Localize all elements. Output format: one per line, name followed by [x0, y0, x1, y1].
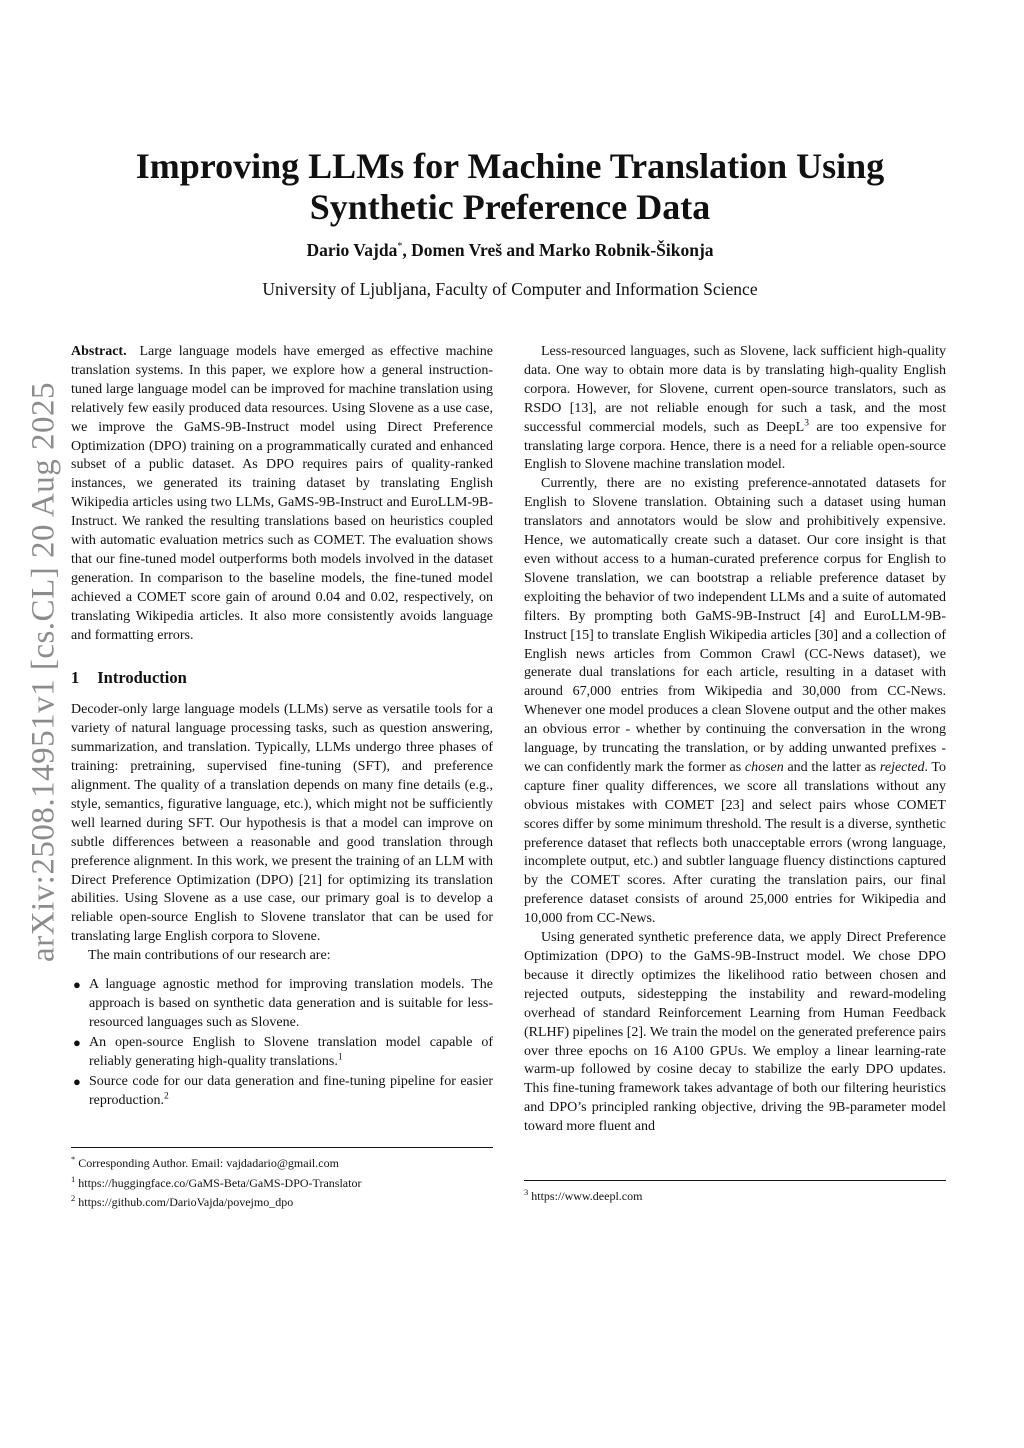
- chosen-term: chosen: [744, 759, 784, 775]
- footnote: [71, 1191, 493, 1211]
- footnotes-left: [71, 1147, 493, 1211]
- footnote-ref[interactable]: 3: [804, 417, 809, 428]
- footnote: [71, 1152, 493, 1172]
- title-line-2: Synthetic Preference Data: [309, 187, 711, 227]
- section-title: Introduction: [97, 667, 187, 687]
- paragraph-text: and the latter as: [783, 759, 880, 775]
- abstract: [71, 343, 493, 646]
- arxiv-identifier: arXiv:2508.14951v1 [cs.CL] 20 Aug 2025: [25, 382, 62, 962]
- footnote-mark: 2: [71, 1193, 76, 1203]
- contributions-list: [71, 976, 493, 1110]
- footnote-link[interactable]: https://github.com/DarioVajda/povejmo_dpo: [78, 1195, 294, 1209]
- footnote-mark: 3: [524, 1187, 529, 1197]
- abstract-text: Large language models have emerged as effective machine translation systems. In this paper, we explore how a general instruction-tuned large language model can be improved for machine translation using relatively few easily produced data resources. Using Slovene as a use case, we improve the GaMS-9B-Instruct model using Direct Preference Optimization (DPO) training on a programmatically curated and enhanced subset of a public dataset. As DPO requires pairs of quality-ranked instances, we generated its training dataset by translating English Wikipedia articles using two LLMs, GaMS-9B-Instruct and EuroLLM-9B-Instruct. We ranked the resulting translations based on heuristics coupled with automatic evaluation metrics such as COMET. The evaluation shows that our fine-tuned model outperforms both models involved in the dataset generation. In comparison to the baseline models, the fine-tuned model achieved a COMET score gain of around 0.04 and 0.02, respectively, on translating Wikipedia articles. It also more consistently avoids language and formatting errors.: [71, 344, 493, 643]
- footnote: [524, 1185, 946, 1205]
- author-1: Dario Vajda: [306, 240, 398, 260]
- intro-paragraph-1: Decoder-only large language models (LLMs) serve as versatile tools for a variety of natural language processing tasks, such as question answering, summarization, and translation. Typically, LLMs undergo three phases of training: pretraining, supervised fine-tuning (SFT), and preference alignment. The quality of a translation depends on many fine details (e.g., style, semantics, figurative language, etc.), which might not be sufficiently well learned during SFT. Our hypothesis is that a model can improve on subtle differences between a reasonable and good translation through preference alignment. In this work, we present the training of an LLM with Direct Preference Optimization (DPO) [21] for optimizing its translation abilities. Using Slovene as a use case, our primary goal is to develop a reliable open-source English to Slovene translator that can be used for translating large English corpora to Slovene.: [71, 702, 493, 945]
- rejected-term: rejected: [879, 759, 925, 775]
- paragraph-text: . To capture finer quality differences, we score all translations without any obvious mistakes with COMET [23] and select pairs whose COMET scores differ by some minimum threshold. The result is a diverse, synthetic preference dataset that reflects both unacceptable errors (wrong language, incomplete output, etc.) and subtler language fluency distinctions captured by the COMET scores. After curating the translation pairs, our final preference dataset consists of around 25,000 entries for Wikipedia and 10,000 from CC-News.: [524, 759, 946, 927]
- right-paragraph-2: [524, 475, 946, 929]
- footnote-mark: 1: [71, 1173, 76, 1184]
- left-column: [71, 343, 493, 1111]
- other-authors: , Domen Vreš and Marko Robnik-Šikonja: [402, 240, 714, 260]
- list-item: [71, 976, 493, 1033]
- footnote-link[interactable]: https://www.deepl.com: [531, 1189, 643, 1203]
- paper-title: [100, 146, 920, 228]
- bullet-icon: ●: [73, 1073, 81, 1089]
- right-column: [524, 343, 946, 1137]
- paragraph-text: are too expensive for translating large corpora. Hence, there is a need for a reliable open-source English to Slovene machine translation model.: [524, 419, 946, 473]
- paragraph-text: Currently, there are no existing preference-annotated datasets for English to Slovene translation. Obtaining such a dataset using human translators and annotators would be slow and prohibitively expensive. Hence, we automatically create such a dataset. Our core insight is that even without access to a human-curated preference corpus for English to Slovene translation, we can bootstrap a reliable preference dataset by exploiting the behavior of two independent LLMs and a suite of automated filters. By prompting both GaMS-9B-Instruct [4] and EuroLLM-9B-Instruct [15] to translate English Wikipedia articles [30] and a collection of English news articles from Common Crawl (CC-News dataset), we generate dual translations for each article, resulting in a dataset with around 67,000 entries from Wikipedia and 30,000 from CC-News. Whenever one model produces a clean Slovene output and the other makes an obvious error - whether by continuing the conversation in the wrong language, by truncating the translation, or by adding unwanted prefixes - we can confidently mark the former as: [524, 476, 946, 775]
- footnotes-right: [524, 1180, 946, 1205]
- contribution-text: A language agnostic method for improving translation models. The approach is based on synthetic data generation and is suitable for less-resourced languages such as Slovene.: [89, 977, 493, 1030]
- section-number: 1: [71, 667, 80, 687]
- footnote-text: Corresponding Author. Email: vajdadario@gmail.com: [78, 1156, 339, 1170]
- abstract-label: Abstract.: [71, 344, 127, 359]
- footnote: [71, 1172, 493, 1192]
- right-paragraph-3: Using generated synthetic preference data, we apply Direct Preference Optimization (DPO) to the GaMS-9B-Instruct model. We chose DPO because it directly optimizes the likelihood ratio between chosen and rejected outputs, sidestepping the instability and reward-modeling overhead of standard Reinforcement Learning from Human Feedback (RLHF) pipelines [2]. We train the model on the generated preference pairs over three epochs on 16 A100 GPUs. We employ a linear learning-rate warm-up followed by cosine decay to stabilize the early DPO updates. This fine-tuning framework takes advantage of both our filtering heuristics and DPO’s principled ranking objective, driving the 9B-parameter model toward more fluent and: [524, 930, 946, 1135]
- list-item: [71, 1034, 493, 1072]
- author-list: [100, 240, 920, 261]
- bullet-icon: ●: [73, 1034, 81, 1050]
- bullet-icon: ●: [73, 977, 81, 993]
- title-line-1: Improving LLMs for Machine Translation Using: [135, 146, 885, 186]
- section-heading-introduction: [71, 669, 493, 688]
- intro-paragraph-2: The main contributions of our research are:: [88, 948, 331, 964]
- paragraph-text: Less-resourced languages, such as Slovene, lack sufficient high-quality data. One way to obtain more data is by translating high-quality English corpora. However, for Slovene, current open-source translators, such as RSDO [13], are not reliable enough for such a task, and the most successful commercial models, such as DeepL: [524, 344, 946, 435]
- list-item: [71, 1073, 493, 1111]
- contribution-text: Source code for our data generation and fine-tuning pipeline for easier reproduction.: [89, 1073, 493, 1108]
- corresponding-author-mark: *: [397, 241, 403, 253]
- footnote-ref[interactable]: 1: [337, 1052, 343, 1063]
- contribution-text: An open-source English to Slovene translation model capable of reliably generating high-quality translations.: [89, 1034, 493, 1069]
- footnote-mark: *: [71, 1154, 76, 1164]
- right-paragraph-1: [524, 343, 946, 475]
- affiliation: University of Ljubljana, Faculty of Computer and Information Science: [262, 279, 758, 299]
- footnote-link[interactable]: https://huggingface.co/GaMS-Beta/GaMS-DPO-Translator: [78, 1175, 362, 1190]
- footnote-ref[interactable]: 2: [164, 1090, 169, 1101]
